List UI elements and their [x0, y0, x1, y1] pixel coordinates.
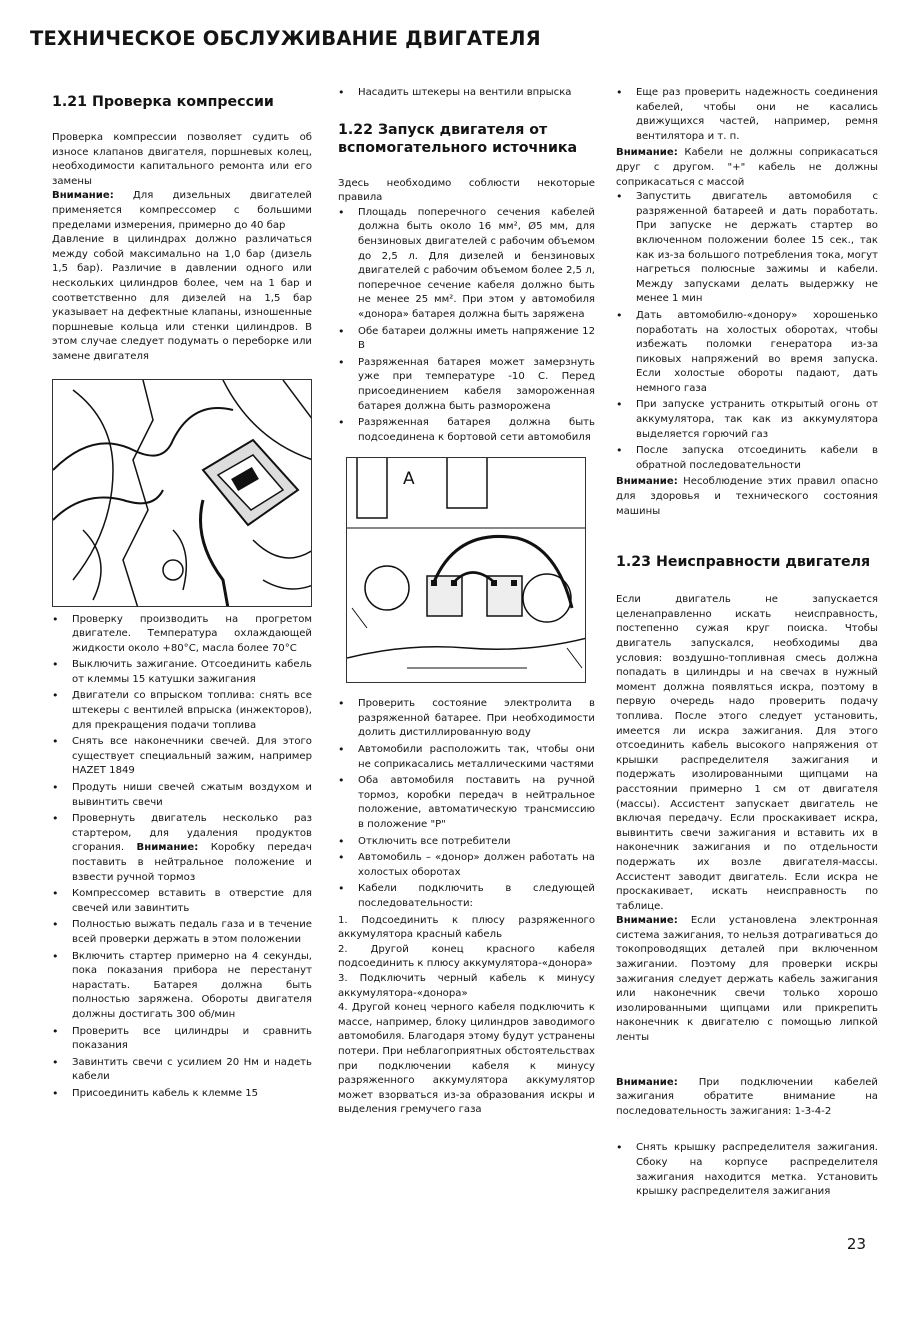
list-item: • Отключить все потребители	[338, 835, 595, 850]
list-item: • Автомобиль – «донор» должен работать на холостых оборотах	[338, 851, 595, 880]
compression-test-illustration	[52, 379, 312, 607]
warning-text: Кабели не должны соприкасаться друг с другом. "+" кабель не должны соприкасаться с массой	[616, 147, 878, 188]
paragraph: Давление в цилиндрах должно различаться между собой максимально на 1,0 бар (дизель 1,5 бар). Различие в давлении одного или нескольких цилиндров более, чем на 1 бар и соответственно для дизелей на 1,5 бар указывает на дефектные клапаны, изношенные поршневые кольца или стенки цилиндров. В этом случае следует подумать о переборке или замене двигателя	[52, 234, 312, 362]
warning-label: Внимание:	[616, 915, 678, 927]
section-heading-1-23: 1.23 Неисправности двигателя	[616, 554, 871, 571]
warning-text: Для дизельных двигателей применяется компрессомер с большими пределами измерения, примерно до 40 бар	[52, 190, 312, 231]
list-item: • Дать автомобилю-«донору» хорошенько поработать на холостых оборотах, чтобы избежать поломки генератора из-за пиковых напряжений во время запуска. Если холостые обороты падают, дать немного газа	[616, 309, 878, 397]
list-item: • Насадить штекеры на вентили впрыска	[338, 86, 595, 101]
bullet-list	[616, 190, 878, 473]
list-item: • Площадь поперечного сечения кабелей должна быть около 16 мм², Ø5 мм, для бензиновых двигателей с рабочим объемом до 2,5 л. Для дизелей и бензиновых двигателей с рабочим объемом более 2,5 л, поперечное сечение кабеля должно быть не менее 25 мм². При этом у автомобиля «донора» батарея должна быть заряжена	[338, 206, 595, 323]
list-item-text: Провернуть двигатель несколько раз стартером, для удаления продуктов сгорания.	[72, 813, 312, 854]
figure-label: A	[403, 469, 415, 490]
list-item: • Автомобили расположить так, чтобы они не соприкасались металлическими частями	[338, 743, 595, 772]
warning-paragraph	[616, 146, 878, 190]
list-item: • Проверить состояние электролита в разряженной батарее. При необходимости долить дистиллированную воду	[338, 697, 595, 741]
jump-start-illustration	[346, 457, 586, 683]
numbered-step: 1. Подсоединить к плюсу разряженного аккумулятора красный кабель	[338, 914, 595, 941]
paragraph: Здесь необходимо соблюсти некоторые правила	[338, 177, 595, 204]
numbered-step: 3. Подключить черный кабель к минусу аккумулятора-«донора»	[338, 972, 595, 999]
list-item: • При запуске устранить открытый огонь от аккумулятора, так как из аккумулятора выделяется горючий газ	[616, 398, 878, 442]
numbered-step: 2. Другой конец красного кабеля подсоединить к плюсу аккумулятора-«донора»	[338, 943, 595, 970]
section-heading-1-22: 1.22 Запуск двигателя от вспомогательного источника	[338, 121, 578, 156]
column-left	[52, 88, 312, 1104]
list-item: • Компрессомер вставить в отверстие для свечей или завинтить	[52, 887, 312, 916]
warning-label: Внимание:	[616, 476, 678, 488]
list-item	[52, 812, 312, 885]
bullet-list	[616, 1141, 878, 1199]
section-heading-1-21: 1.21 Проверка компрессии	[52, 94, 274, 110]
warning-text: Несоблюдение этих правил опасно для здоровья и технического состояния машины	[616, 476, 878, 517]
list-item: • Кабели подключить в следующей последовательности:	[338, 882, 595, 911]
engine-compression-drawing	[53, 380, 312, 607]
bullet-list	[338, 206, 595, 446]
warning-paragraph	[616, 914, 878, 1045]
list-item-text: Коробку передач поставить в нейтральное положение и взвести ручной тормоз	[72, 842, 312, 883]
bullet-list	[52, 613, 312, 1102]
paragraph: Если двигатель не запускается целенаправленно искать неисправность, постепенно сужая круг поиска. Чтобы двигатель запускался, необходимы два условия: воздушно-топливная смесь должна попадать в цилиндры и на свечах в нужный момент должна появляться искра, поэтому в первую очередь надо проверить подачу топлива. После этого следует установить, имеется ли искра зажигания. Для этого отсоединить кабель высокого напряжения от крышки распределителя зажигания и подержать изолированными щипцами на расстоянии примерно 1 см от двигателя (массы). Ассистент запускает двигатель не включая передачу. Если проскакивает искра, вывинтить свечи зажигания и вставить их в наконечник зажигания и по отдельности подержать их возле двигателя-массы. Ассистент заводит двигатель. Если искра не проскакивает, искать неисправность по таблице.	[616, 594, 878, 912]
bullet-list	[338, 86, 595, 101]
warning-label: Внимание:	[616, 1076, 678, 1088]
list-item: • Снять крышку распределителя зажигания. Сбоку на корпусе распределителя зажигания находится метка. Установить крышку распределителя зажигания	[616, 1141, 878, 1199]
warning-paragraph	[616, 1076, 878, 1120]
list-item: • Выключить зажигание. Отсоединить кабель от клеммы 15 катушки зажигания	[52, 658, 312, 687]
list-item: • Двигатели со впрыском топлива: снять все штекеры с вентилей впрыска (инжекторов), для прекращения подачи топлива	[52, 689, 312, 733]
warning-text: При подключении кабелей зажигания обратите внимание на последовательность зажигания: 1-3-4-2	[616, 1076, 878, 1117]
list-item: • Полностью выжать педаль газа и в течение всей проверки держать в этом положении	[52, 918, 312, 947]
warning-paragraph	[616, 475, 878, 519]
warning-paragraph	[52, 189, 312, 233]
paragraph: Проверка компрессии позволяет судить об износе клапанов двигателя, поршневых колец, необходимости капитального ремонта или его замены	[52, 132, 312, 187]
warning-label: Внимание:	[616, 147, 678, 159]
bullet-list	[338, 697, 595, 911]
list-item: • Запустить двигатель автомобиля с разряженной батареей и дать поработать. При запуске не держать стартер во включенном положении более 15 сек., так как из-за большого потребления тока, могут нагреться полюсные зажимы и кабели. Между запусками делать выдержку не менее 1 мин	[616, 190, 878, 307]
list-item: • Включить стартер примерно на 4 секунды, пока показания прибора не перестанут нарастать. Батарея должна быть полностью заряжена. Обороты двигателя должны достигать 300 об/мин	[52, 950, 312, 1023]
bullet-list	[616, 86, 878, 144]
column-right	[616, 86, 878, 1202]
list-item: • Присоединить кабель к клемме 15	[52, 1087, 312, 1102]
list-item: • Разряженная батарея должна быть подсоединена к бортовой сети автомобиля	[338, 416, 595, 445]
list-item: • Проверку производить на прогретом двигателе. Температура охлаждающей жидкости около +80°С, масла более 70°С	[52, 613, 312, 657]
warning-text: Если установлена электронная система зажигания, то нельзя дотрагиваться до токопроводящих деталей при включенном зажигании. Поэтому для проверки искры зажигания следует держать кабель зажигания или наконечник свечи только хорошо изолированными щипцами или прикрепить наконечник к двигателю с помощью липкой ленты	[616, 915, 878, 1044]
list-item: • Оба автомобиля поставить на ручной тормоз, коробки передач в нейтральное положение, автоматическую трансмиссию в положение "Р"	[338, 774, 595, 832]
numbered-step: 4. Другой конец черного кабеля подключить к массе, например, блоку цилиндров заводимого автомобиля. Благодаря этому будут устранены потери. При неблагоприятных обстоятельствах при подключении кабеля к минусу разряженного аккумулятора аккумулятор может взорваться из-за образования искры и выделения гремучего газа	[338, 1002, 595, 1116]
warning-label: Внимание:	[52, 190, 114, 202]
list-item: • Завинтить свечи с усилием 20 Нм и надеть кабели	[52, 1056, 312, 1085]
page-title: ТЕХНИЧЕСКОЕ ОБСЛУЖИВАНИЕ ДВИГАТЕЛЯ	[30, 27, 541, 50]
list-item: • Продуть ниши свечей сжатым воздухом и вывинтить свечи	[52, 781, 312, 810]
page-number: 23	[846, 1235, 866, 1253]
column-middle	[338, 86, 595, 1118]
list-item: • Еще раз проверить надежность соединения кабелей, чтобы они не касались движущихся частей, например, ремня вентилятора и т. п.	[616, 86, 878, 144]
list-item: • Обе батареи должны иметь напряжение 12 В	[338, 325, 595, 354]
battery-cables-drawing	[347, 458, 586, 683]
warning-label: Внимание:	[136, 842, 199, 854]
list-item: • Разряженная батарея может замерзнуть уже при температуре -10 С. Перед присоединением кабеля замороженная батарея должна быть разморожена	[338, 356, 595, 414]
list-item: • После запуска отсоединить кабели в обратной последовательности	[616, 444, 878, 473]
list-item: • Снять все наконечники свечей. Для этого существует специальный зажим, например HAZET 1849	[52, 735, 312, 779]
list-item: • Проверить все цилиндры и сравнить показания	[52, 1025, 312, 1054]
